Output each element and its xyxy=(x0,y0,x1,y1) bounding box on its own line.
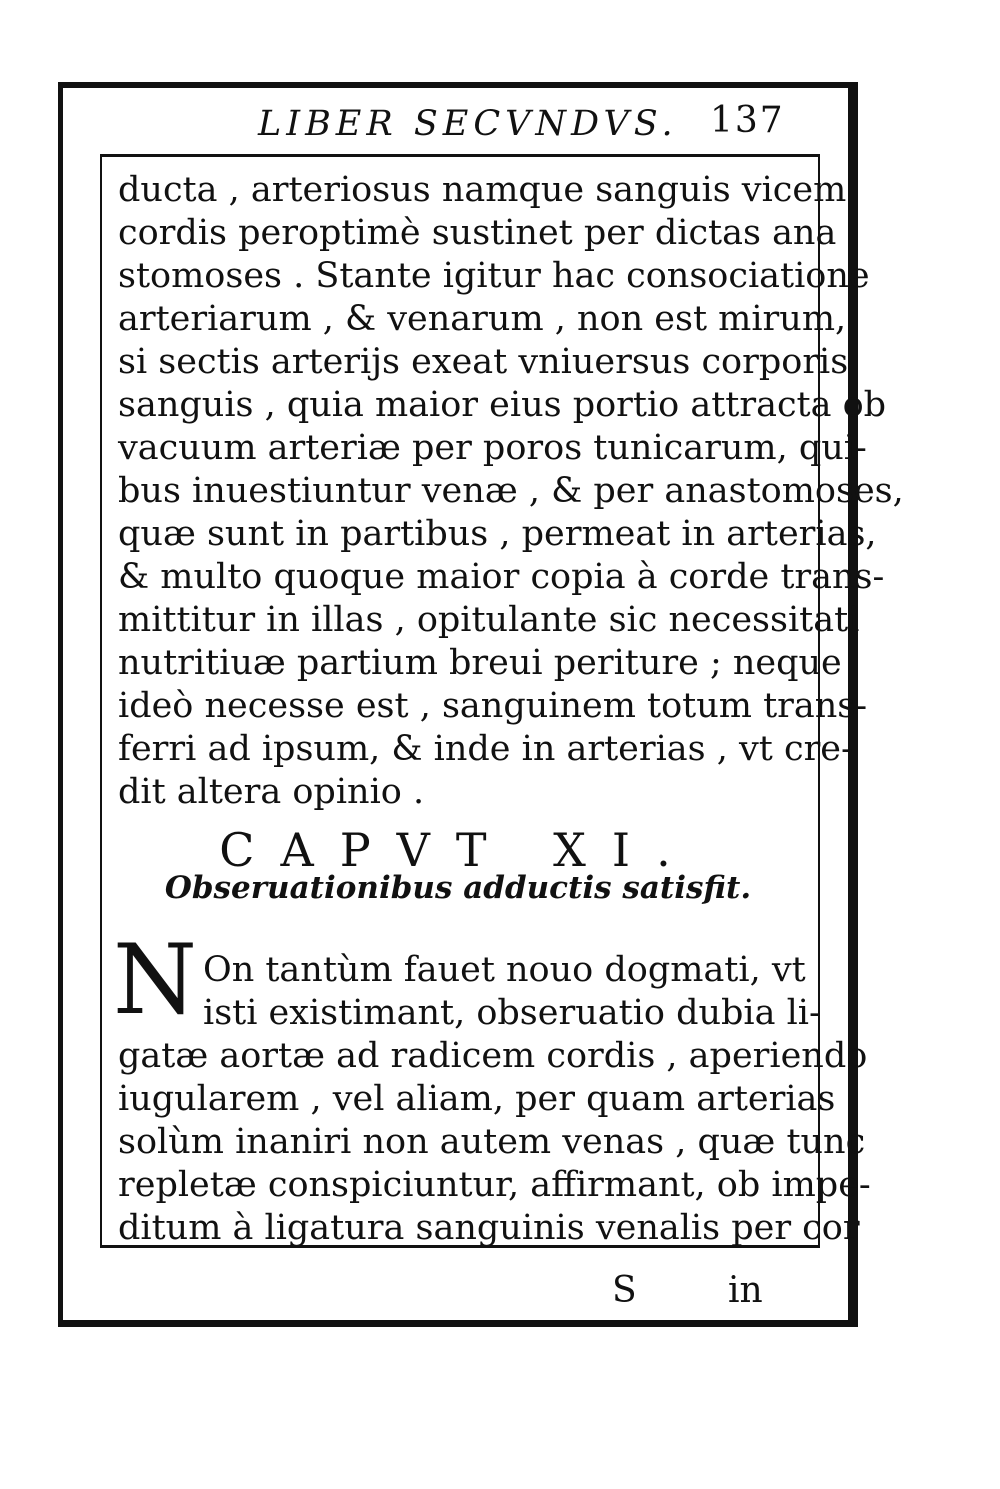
text-line: ferri ad ipsum, & inde in arterias , vt cre- xyxy=(118,729,853,769)
text-line: nutritiuæ partium breui periture ; neque xyxy=(118,643,842,683)
text-line: ideò necesse est , sanguinem totum trans- xyxy=(118,686,868,726)
text-line: On tantùm fauet nouo dogmati, vt xyxy=(203,950,806,990)
text-line: iugularem , vel aliam, per quam arterias xyxy=(118,1079,836,1119)
text-line: arteriarum , & venarum , non est mirum, xyxy=(118,299,847,339)
text-line: ditum à ligatura sanguinis venalis per cor xyxy=(118,1208,860,1248)
text-line: ducta , arteriosus namque sanguis vicem xyxy=(118,170,847,210)
text-line: & multo quoque maior copia à corde trans- xyxy=(118,557,885,597)
page-number: 137 xyxy=(710,100,785,141)
text-line: isti existimant, obseruatio dubia li- xyxy=(203,993,821,1033)
chapter-heading: CAPVT XI. xyxy=(219,823,697,877)
text-line: solùm inaniri non autem venas , quæ tunc xyxy=(118,1122,866,1162)
running-head: LIBER SECVNDVS. xyxy=(258,104,678,144)
text-line: mittitur in illas , opitulante sic necessitati xyxy=(118,600,860,640)
text-line: repletæ conspiciuntur, affirmant, ob impe- xyxy=(118,1165,871,1205)
signature-mark: S xyxy=(612,1270,637,1311)
text-line: stomoses . Stante igitur hac consociatione xyxy=(118,256,870,296)
drop-cap: N xyxy=(113,924,197,1036)
text-line: vacuum arteriæ per poros tunicarum, qui- xyxy=(118,428,867,468)
text-line: bus inuestiuntur venæ , & per anastomoses, xyxy=(118,471,904,511)
chapter-subtitle: Obseruationibus adductis satisfit. xyxy=(164,870,752,906)
text-line: dit altera opinio . xyxy=(118,772,425,812)
text-line: si sectis arterijs exeat vniuersus corporis xyxy=(118,342,849,382)
page-header xyxy=(100,98,820,150)
text-line: gatæ aortæ ad radicem cordis , aperiendo xyxy=(118,1036,868,1076)
text-line: sanguis , quia maior eius portio attracta ob xyxy=(118,385,887,425)
text-line: quæ sunt in partibus , permeat in arterias, xyxy=(118,514,877,554)
text-line: cordis peroptimè sustinet per dictas ana xyxy=(118,213,837,253)
catchword: in xyxy=(728,1270,763,1311)
